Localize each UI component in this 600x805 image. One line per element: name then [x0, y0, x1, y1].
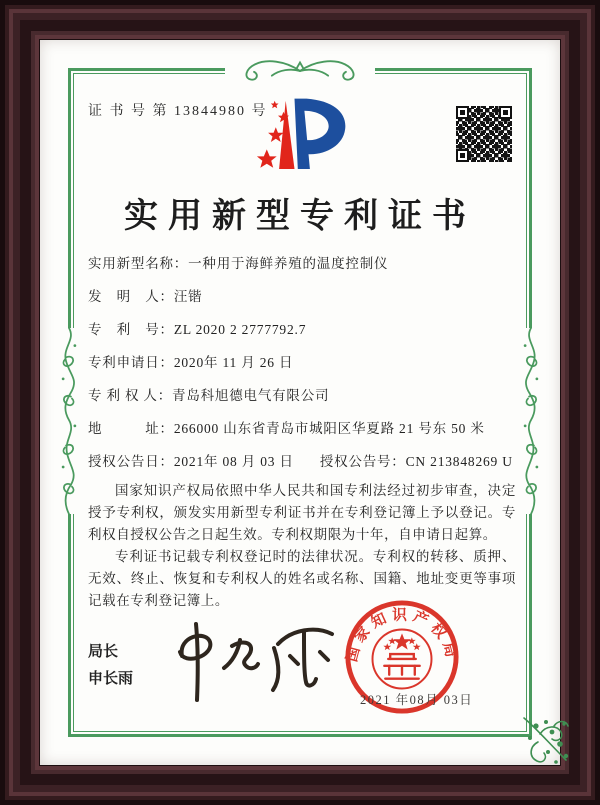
flourish-top-icon — [225, 56, 375, 84]
legal-paragraph-2: 专利证书记载专利权登记时的法律状况。专利权的转移、质押、无效、终止、恢复和专利权人的姓名或名称、国籍、地址变更等事项记载在专利登记簿上。 — [88, 549, 516, 608]
field-application-date — [88, 353, 516, 373]
field-list — [88, 254, 516, 485]
qr-finder-icon — [456, 106, 469, 119]
field-value: ZL 2020 2 2777792.7 — [173, 322, 307, 337]
field-label: 实用新型名称： — [88, 256, 189, 271]
field-value: 2021年 08 月 03 日 — [173, 454, 294, 469]
field-value: CN 213848269 U — [405, 454, 513, 469]
field-inventor — [88, 287, 516, 307]
field-label: 专 利 权 人： — [88, 388, 173, 403]
field-label: 专利申请日： — [88, 355, 174, 370]
qr-finder-icon — [499, 106, 512, 119]
certificate-number: 证 书 号 第 13844980 号 — [88, 104, 268, 119]
field-value: 青岛科旭德电气有限公司 — [172, 388, 330, 403]
field-value: 一种用于海鲜养殖的温度控制仪 — [188, 256, 389, 271]
signer-block — [88, 638, 133, 692]
legal-text — [88, 480, 516, 612]
signer-name: 申长雨 — [88, 670, 134, 687]
field-label: 专 利 号： — [88, 322, 174, 337]
legal-paragraph-1: 国家知识产权局依照中华人民共和国专利法经过初步审查，决定授予专利权，颁发实用新型专利证书并在专利登记簿上予以登记。专利权自授权公告之日起生效。专利权期限为十年，自申请日起算。 — [88, 483, 516, 542]
field-grant-date — [88, 452, 294, 472]
vine-right-icon — [517, 328, 545, 514]
field-label: 授权公告号： — [319, 454, 406, 469]
field-patent-name — [88, 254, 516, 274]
cnipa-logo-icon — [245, 92, 355, 180]
field-label: 地 址： — [88, 421, 174, 436]
seal-emblem-icon — [373, 629, 432, 688]
field-label: 授权公告日： — [88, 454, 174, 469]
floral-corner-icon — [518, 712, 572, 768]
vine-left-icon — [55, 328, 83, 514]
field-value: 汪锴 — [173, 289, 203, 304]
signer-title: 局长 — [88, 643, 119, 660]
seal-ring-text: 国家知识产权局 — [344, 607, 460, 664]
field-patentee — [88, 386, 516, 406]
field-grant-row — [88, 452, 516, 472]
field-value: 266000 山东省青岛市城阳区华夏路 21 号东 50 米 — [173, 421, 485, 436]
field-value: 2020年 11 月 26 日 — [173, 355, 294, 370]
field-label: 发 明 人： — [88, 289, 174, 304]
field-grant-number — [320, 452, 513, 472]
page-title: 实用新型专利证书 — [124, 198, 476, 235]
certificate-paper — [40, 40, 560, 765]
field-address — [88, 419, 516, 439]
seal-date: 2021 年08月 03日 — [360, 693, 474, 707]
signature-icon — [152, 616, 357, 711]
field-patent-number — [88, 320, 516, 340]
qr-finder-icon — [456, 149, 469, 162]
qr-code — [456, 106, 512, 162]
